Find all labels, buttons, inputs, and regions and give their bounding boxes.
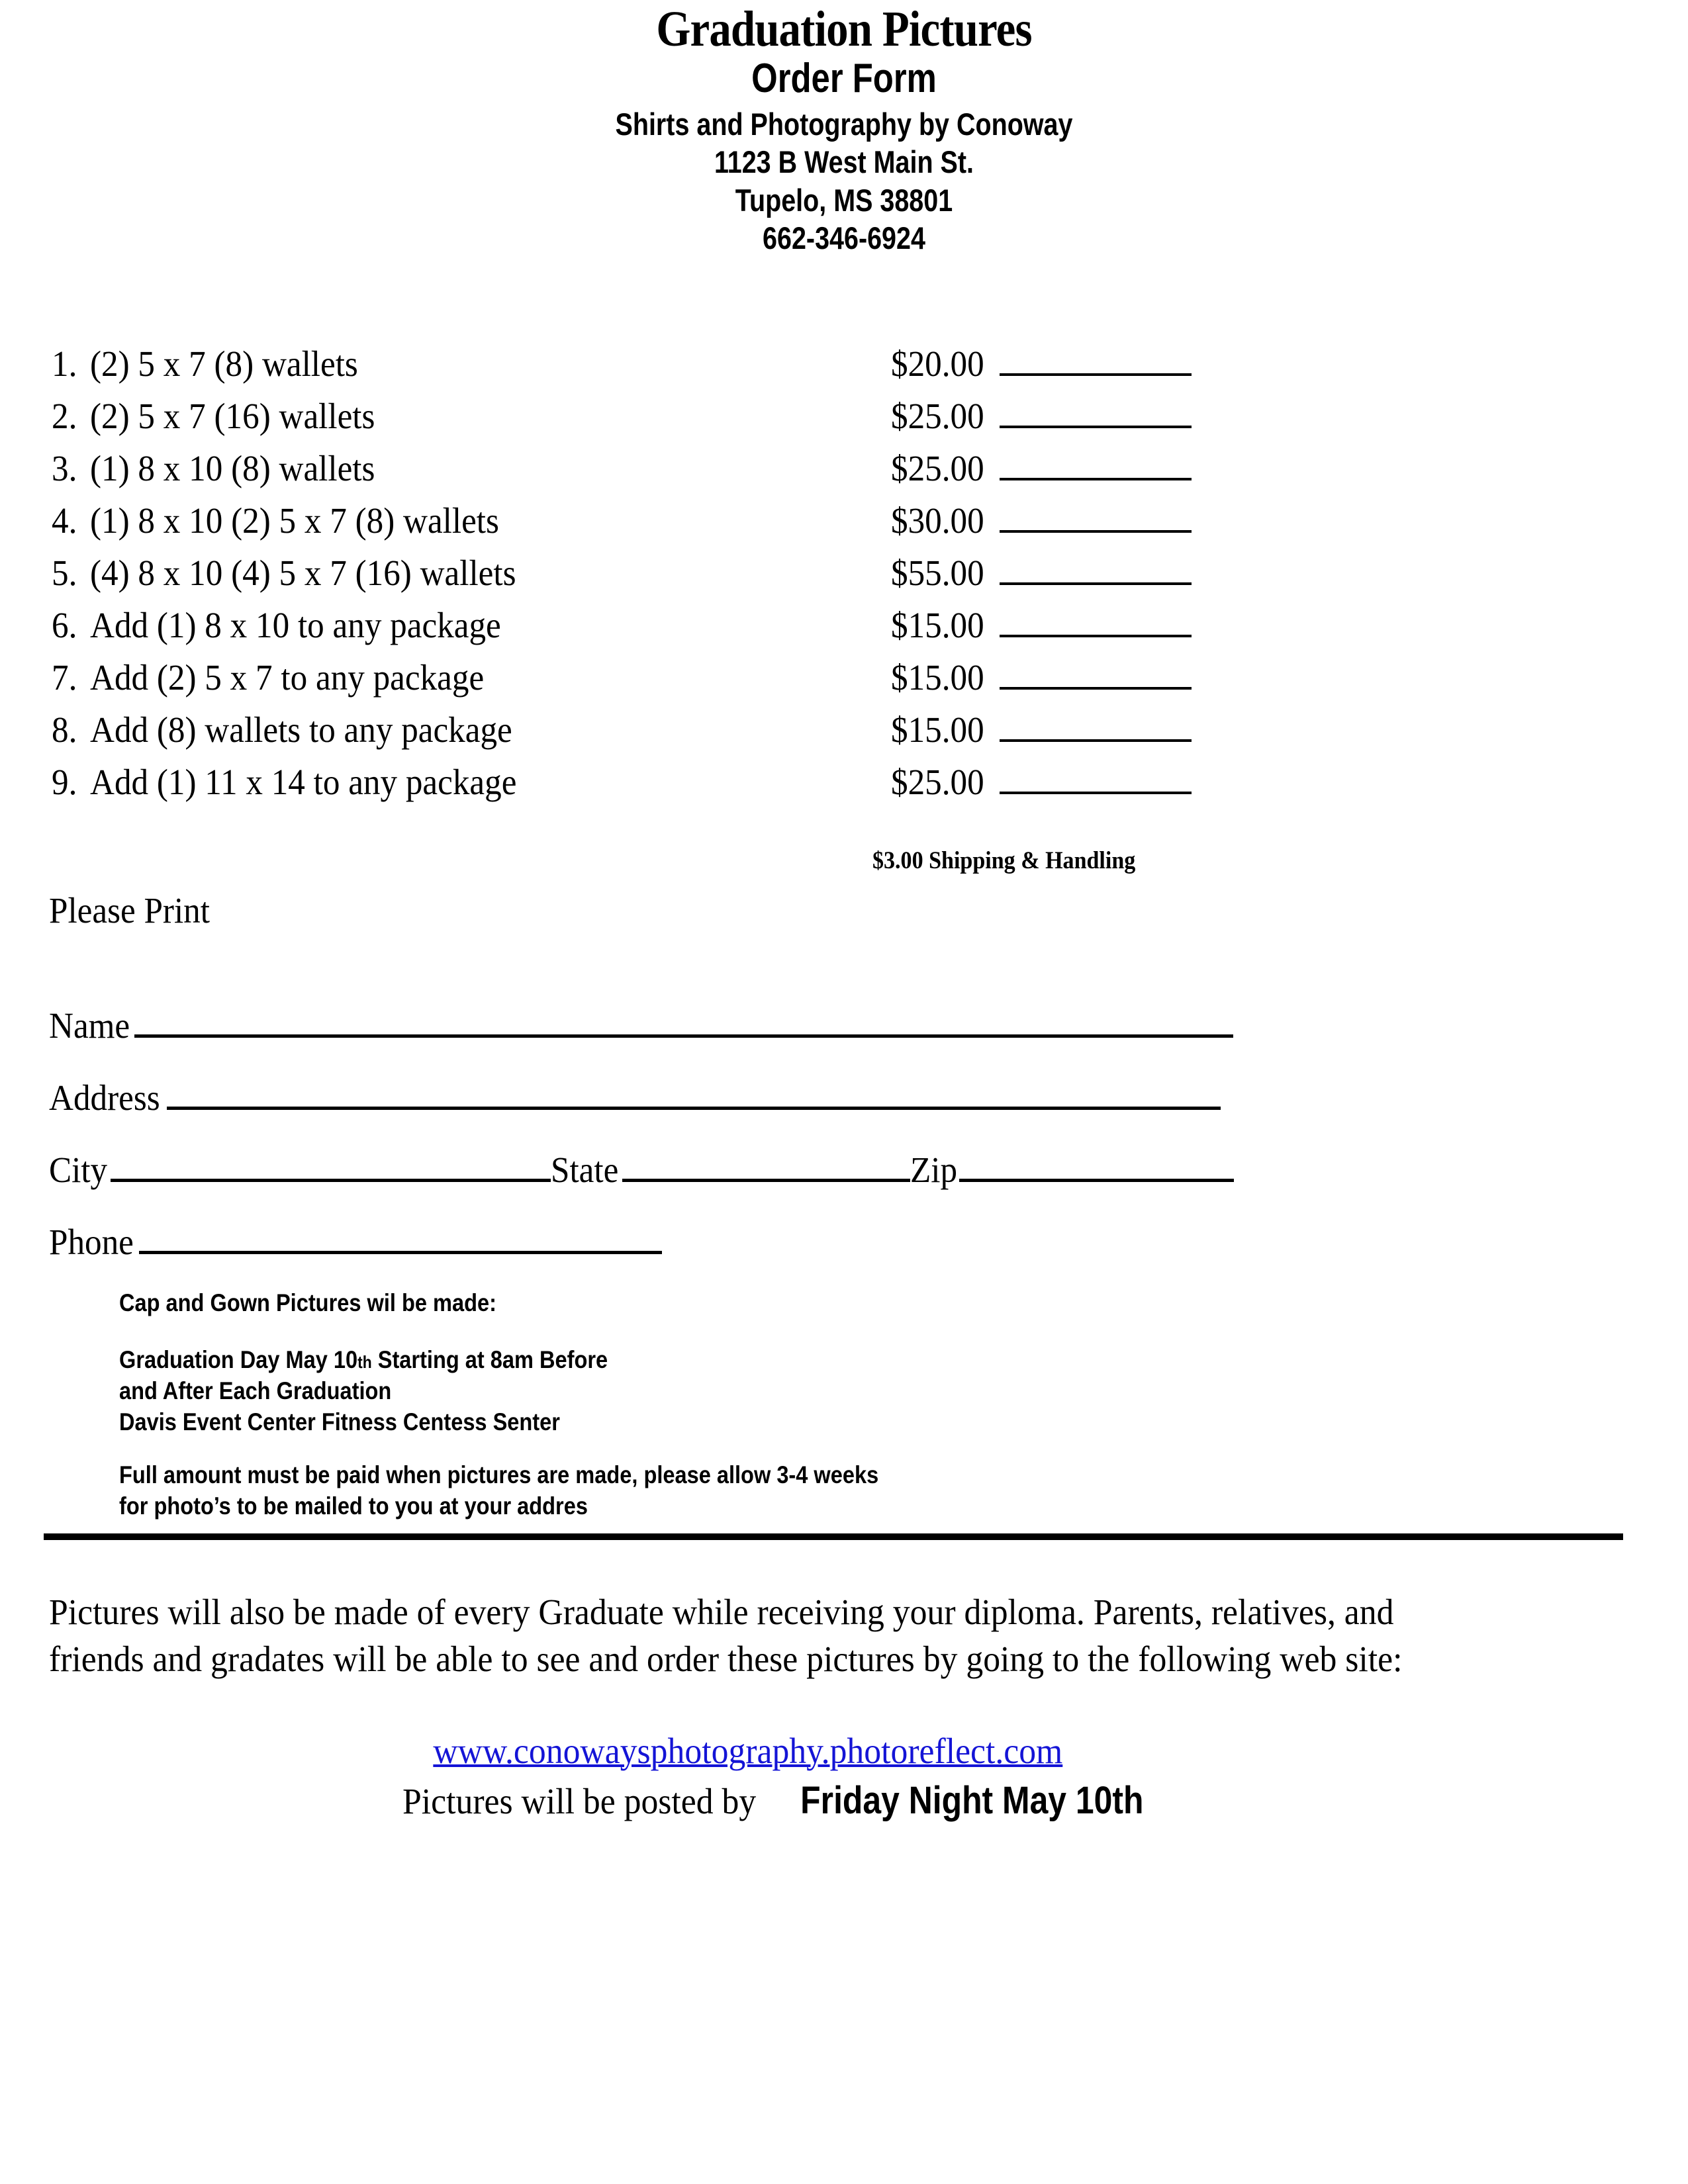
- shipping-handling-note: $3.00 Shipping & Handling: [872, 847, 1136, 875]
- package-description: (2) 5 x 7 (8) wallets: [90, 343, 358, 385]
- notice-graduation-day-tail: Starting at 8am Before: [371, 1345, 608, 1373]
- package-row: [52, 548, 1688, 600]
- package-price: $30.00: [891, 500, 984, 541]
- notice-spacer: [119, 1438, 1688, 1459]
- notice-payment-terms-line2: for photo’s to be mailed to you at your addres: [119, 1492, 588, 1520]
- business-street: 1123 B West Main St.: [714, 144, 974, 180]
- package-quantity-blank[interactable]: [1000, 600, 1192, 637]
- package-price: $25.00: [891, 396, 984, 437]
- package-list: [0, 339, 1688, 809]
- notice-spacer: [119, 1319, 1688, 1344]
- name-field-row: [49, 999, 1688, 1049]
- package-row: [52, 705, 1688, 757]
- notice-graduation-day-text: Graduation Day May 10: [119, 1345, 358, 1373]
- notice-venue: Davis Event Center Fitness Centess Senter: [119, 1408, 560, 1436]
- notice-heading: Cap and Gown Pictures wil be made:: [119, 1289, 496, 1317]
- posted-by-date: Friday Night May 10th: [800, 1779, 1144, 1823]
- package-description: (2) 5 x 7 (16) wallets: [90, 396, 375, 437]
- phone-label: Phone: [49, 1222, 134, 1263]
- package-description: Add (8) wallets to any package: [90, 709, 512, 751]
- notice-graduation-day: [119, 1344, 1500, 1375]
- business-name: Shirts and Photography by Conoway: [615, 106, 1073, 142]
- package-description: (4) 8 x 10 (4) 5 x 7 (16) wallets: [90, 553, 516, 594]
- website-link[interactable]: www.conowaysphotography.photoreflect.com: [433, 1731, 1063, 1772]
- package-quantity-blank[interactable]: [1000, 339, 1192, 376]
- package-quantity-blank[interactable]: [1000, 757, 1192, 794]
- name-input[interactable]: [134, 999, 1233, 1038]
- state-input[interactable]: [622, 1143, 910, 1182]
- phone-input[interactable]: [139, 1215, 662, 1254]
- state-label: State: [550, 1150, 619, 1191]
- package-row: [52, 496, 1688, 548]
- package-price: $25.00: [891, 448, 984, 489]
- notice-after-graduation: and After Each Graduation: [119, 1377, 392, 1404]
- package-number: 8.: [52, 709, 77, 751]
- phone-field-row: [49, 1215, 1688, 1265]
- package-quantity-blank[interactable]: [1000, 391, 1192, 428]
- package-price: $55.00: [891, 553, 984, 594]
- package-description: Add (1) 11 x 14 to any package: [90, 762, 517, 803]
- package-description: (1) 8 x 10 (8) wallets: [90, 448, 375, 489]
- city-state-zip-row: [49, 1143, 1688, 1193]
- zip-input[interactable]: [959, 1143, 1234, 1182]
- posted-by-prefix: Pictures will be posted by: [402, 1781, 756, 1822]
- package-number: 4.: [52, 500, 77, 541]
- website-link-container: [0, 1730, 1688, 1772]
- package-row: [52, 653, 1688, 705]
- document-header: [0, 0, 1688, 257]
- customer-info-fields: [0, 999, 1688, 1265]
- name-label: Name: [49, 1005, 130, 1046]
- package-quantity-blank[interactable]: [1000, 548, 1192, 585]
- package-price: $15.00: [891, 709, 984, 751]
- package-quantity-blank[interactable]: [1000, 496, 1192, 533]
- package-row: [52, 600, 1688, 653]
- package-row: [52, 757, 1688, 809]
- package-quantity-blank[interactable]: [1000, 653, 1192, 690]
- city-label: City: [49, 1150, 108, 1191]
- package-price: $15.00: [891, 657, 984, 698]
- package-number: 6.: [52, 605, 77, 646]
- page-title: Graduation Pictures: [656, 1, 1032, 57]
- cap-and-gown-notice: [0, 1287, 1688, 1522]
- package-number: 9.: [52, 762, 77, 803]
- ordinal-suffix: th: [357, 1351, 372, 1372]
- footer-paragraph-line2: friends and gradates will be able to see and order these pictures by going to the following web site:: [49, 1638, 1403, 1679]
- please-print-label: Please Print: [49, 890, 210, 931]
- city-input[interactable]: [111, 1143, 551, 1182]
- package-quantity-blank[interactable]: [1000, 443, 1192, 480]
- business-phone: 662-346-6924: [763, 220, 925, 255]
- package-description: (1) 8 x 10 (2) 5 x 7 (8) wallets: [90, 500, 499, 541]
- package-quantity-blank[interactable]: [1000, 705, 1192, 742]
- package-row: [52, 339, 1688, 391]
- package-number: 1.: [52, 343, 77, 385]
- package-number: 2.: [52, 396, 77, 437]
- package-number: 5.: [52, 553, 77, 594]
- address-label: Address: [49, 1077, 160, 1118]
- package-price: $20.00: [891, 343, 984, 385]
- package-row: [52, 443, 1688, 496]
- footer-paragraph-line1: Pictures will also be made of every Graduate while receiving your diploma. Parents, relatives, and: [49, 1592, 1394, 1633]
- address-input[interactable]: [167, 1071, 1221, 1110]
- zip-label: Zip: [910, 1150, 957, 1191]
- section-divider: [44, 1533, 1623, 1540]
- package-number: 3.: [52, 448, 77, 489]
- package-price: $25.00: [891, 762, 984, 803]
- package-number: 7.: [52, 657, 77, 698]
- business-city-state-zip: Tupelo, MS 38801: [735, 182, 953, 218]
- package-row: [52, 391, 1688, 443]
- package-description: Add (2) 5 x 7 to any package: [90, 657, 485, 698]
- posted-by-container: [0, 1778, 1688, 1823]
- package-price: $15.00: [891, 605, 984, 646]
- page-subtitle: Order Form: [751, 56, 937, 101]
- notice-payment-terms-line1: Full amount must be paid when pictures are made, please allow 3-4 weeks: [119, 1461, 879, 1488]
- package-description: Add (1) 8 x 10 to any package: [90, 605, 501, 646]
- footer-paragraph: [49, 1589, 1542, 1682]
- address-field-row: [49, 1071, 1688, 1121]
